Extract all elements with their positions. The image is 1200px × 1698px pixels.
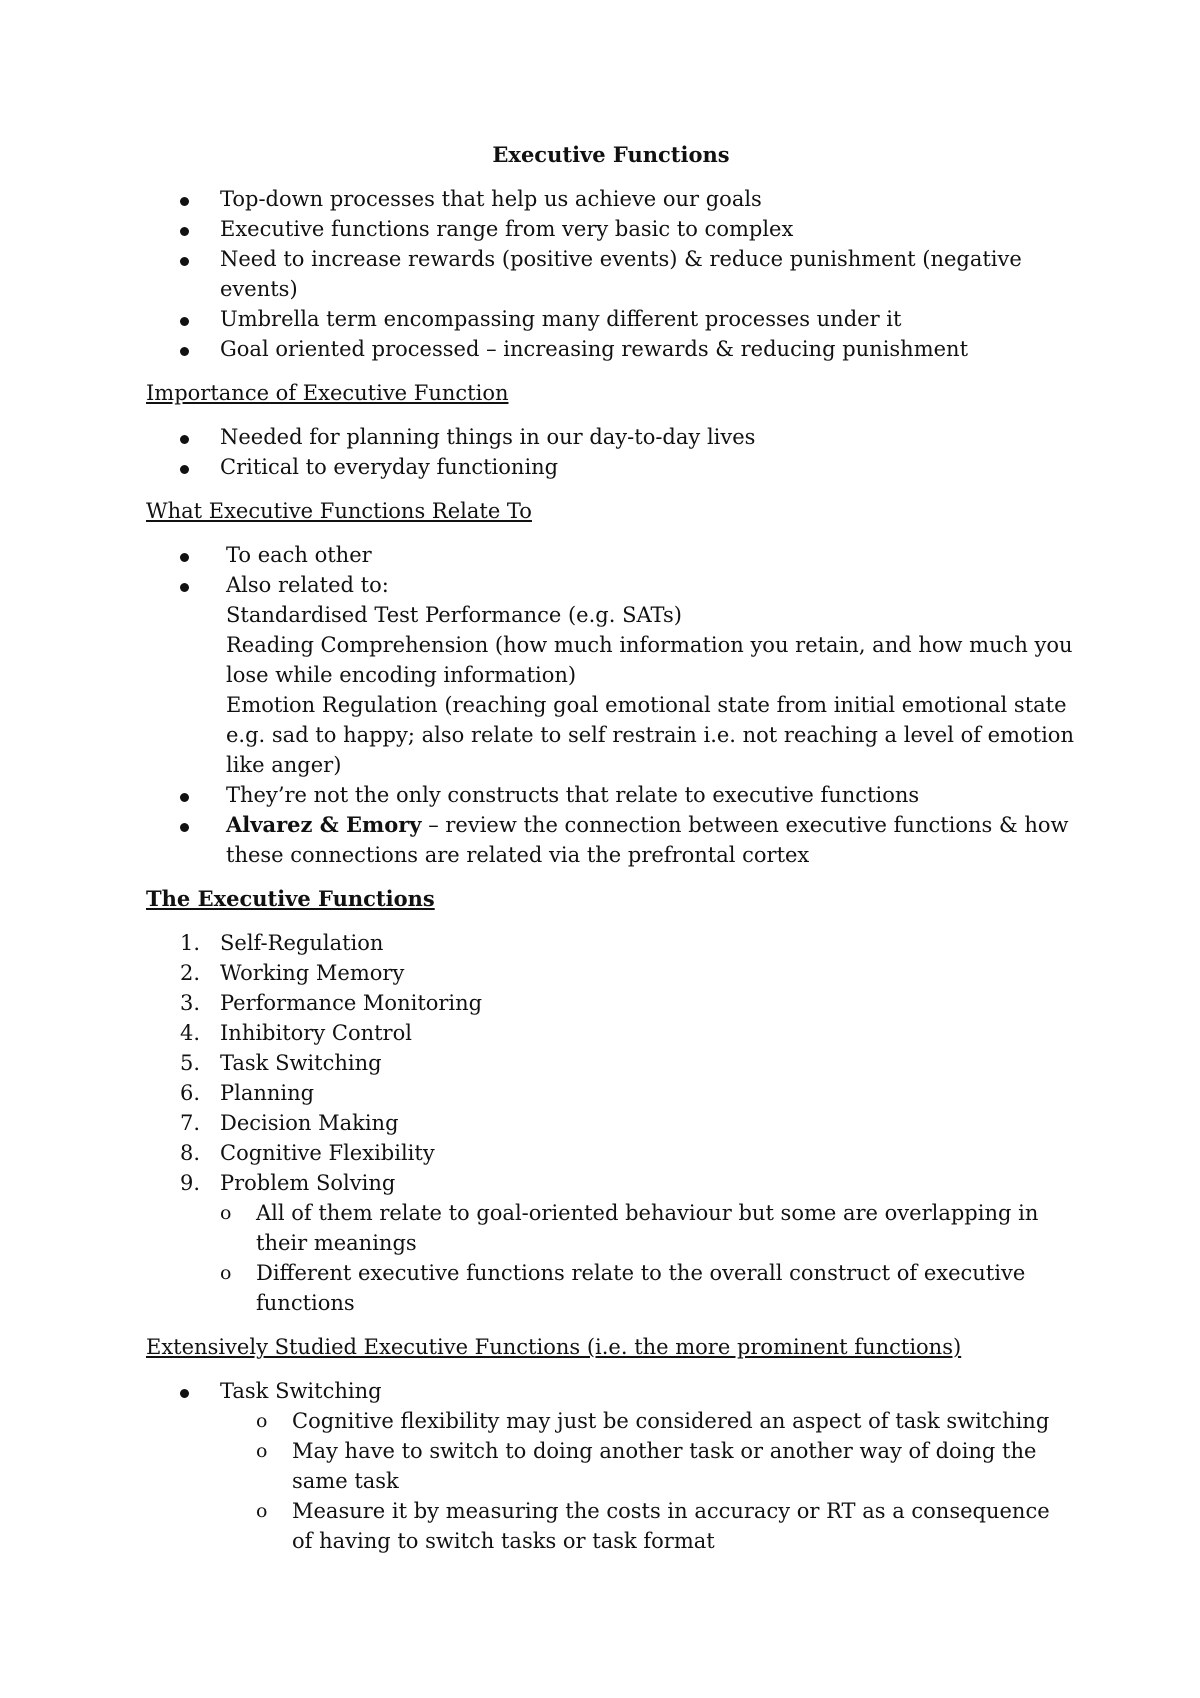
intro-list	[146, 184, 1076, 364]
list-continuation: Emotion Regulation (reaching goal emotional state from initial emotional state e.g. sad to happy; also relate to self restrain i.e. not reaching a level of emotion like anger)	[226, 693, 1074, 777]
sub-list-item: o May have to switch to doing another task or another way of doing the same task	[146, 1436, 1076, 1496]
list-item: Needed for planning things in our day-to-day lives	[146, 422, 1076, 452]
list-item: 8. Cognitive Flexibility	[180, 1141, 435, 1165]
hollow-bullet-icon: o	[256, 1500, 268, 1522]
section-heading-functions: The Executive Functions	[146, 886, 435, 911]
bullet-icon	[180, 347, 189, 356]
list-item: 1. Self-Regulation	[180, 931, 384, 955]
list-continuation: Standardised Test Performance (e.g. SATs)	[226, 603, 682, 627]
section-heading-studied: Extensively Studied Executive Functions (i.e. the more prominent functions)	[146, 1335, 962, 1359]
sub-list-item: o Measure it by measuring the costs in accuracy or RT as a consequence of having to switch tasks or task format	[146, 1496, 1076, 1556]
studied-list	[146, 1376, 1076, 1556]
bullet-icon	[180, 553, 189, 562]
section-heading-relate: What Executive Functions Relate To	[146, 499, 532, 523]
list-item: Need to increase rewards (positive events) & reduce punishment (negative events)	[146, 244, 1076, 304]
bullet-icon	[180, 435, 189, 444]
document-title: Executive Functions	[492, 142, 730, 167]
list-item: Goal oriented processed – increasing rewards & reducing punishment	[146, 334, 1076, 364]
document-page	[146, 140, 1076, 1556]
bullet-icon	[180, 823, 189, 832]
list-item: 9. Problem Solving	[180, 1171, 396, 1195]
list-item: 6. Planning	[180, 1081, 315, 1105]
bullet-icon	[180, 583, 189, 592]
bullet-icon	[180, 257, 189, 266]
sub-list-item: o Cognitive flexibility may just be considered an aspect of task switching	[146, 1406, 1076, 1436]
list-item: To each other	[146, 540, 1076, 570]
bullet-icon	[180, 227, 189, 236]
list-item: Critical to everyday functioning	[146, 452, 1076, 482]
bullet-icon	[180, 793, 189, 802]
list-item: 7. Decision Making	[180, 1111, 399, 1135]
functions-list	[146, 928, 1076, 1318]
bullet-icon	[180, 197, 189, 206]
list-item: 4. Inhibitory Control	[180, 1021, 412, 1045]
hollow-bullet-icon: o	[256, 1440, 268, 1462]
section-heading-importance: Importance of Executive Function	[146, 381, 509, 405]
citation-authors: Alvarez & Emory	[226, 812, 422, 837]
importance-list	[146, 422, 1076, 482]
hollow-bullet-icon: o	[220, 1262, 232, 1284]
list-item: 5. Task Switching	[180, 1051, 382, 1075]
list-item: Top-down processes that help us achieve our goals	[146, 184, 1076, 214]
list-item: 3. Performance Monitoring	[180, 991, 483, 1015]
list-item: Also related to:	[146, 570, 1076, 600]
list-item: Task Switching	[146, 1376, 1076, 1406]
hollow-bullet-icon: o	[220, 1202, 232, 1224]
list-continuation: Reading Comprehension (how much information you retain, and how much you lose while encoding information)	[226, 633, 1073, 687]
sub-list-item: o Different executive functions relate to the overall construct of executive functions	[146, 1258, 1076, 1318]
list-item: Alvarez & Emory – review the connection between executive functions & how these connections are related via the prefrontal cortex	[146, 810, 1076, 870]
list-item: Executive functions range from very basic to complex	[146, 214, 1076, 244]
list-item: Umbrella term encompassing many different processes under it	[146, 304, 1076, 334]
hollow-bullet-icon: o	[256, 1410, 268, 1432]
sub-list-item: o All of them relate to goal-oriented behaviour but some are overlapping in their meanings	[146, 1198, 1076, 1258]
relate-list	[146, 540, 1076, 870]
list-item: They’re not the only constructs that relate to executive functions	[146, 780, 1076, 810]
bullet-icon	[180, 465, 189, 474]
bullet-icon	[180, 317, 189, 326]
bullet-icon	[180, 1389, 189, 1398]
list-item: 2. Working Memory	[180, 961, 405, 985]
